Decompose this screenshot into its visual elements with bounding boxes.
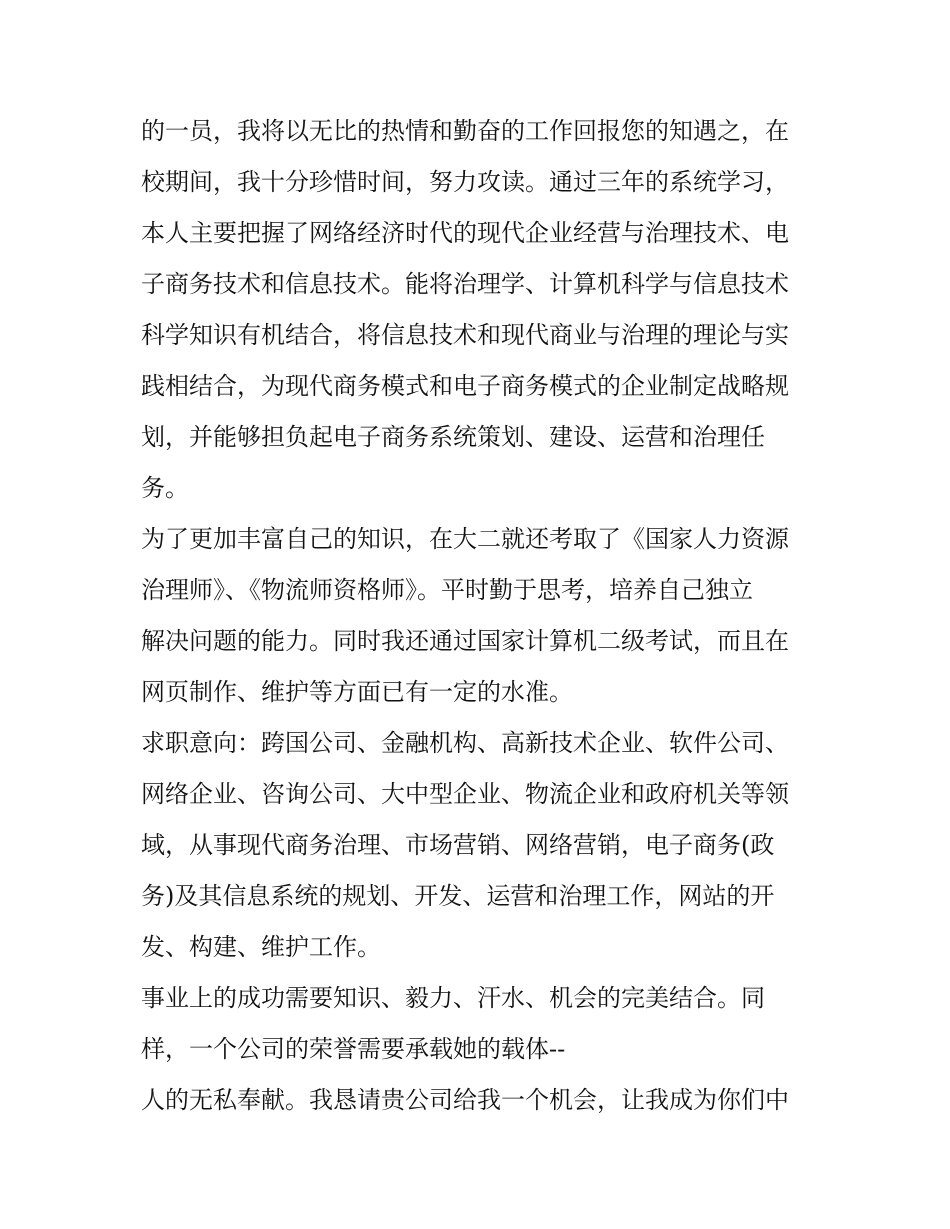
text-line: 网络企业、咨询公司、大中型企业、物流企业和政府机关等领 [141,780,789,808]
text-line: 网页制作、维护等方面已有一定的水准。 [141,678,573,706]
text-line: 域，从事现代商务治理、市场营销、网络营销，电子商务(政 [141,831,775,859]
text-line: 科学知识有机结合，将信息技术和现代商业与治理的理论与实 [141,321,789,349]
text-line: 的一员，我将以无比的热情和勤奋的工作回报您的知遇之，在 [141,117,789,145]
text-line: 本人主要把握了网络经济时代的现代企业经营与治理技术、电 [141,219,789,247]
text-line: 务)及其信息系统的规划、开发、运营和治理工作，网站的开 [141,882,775,910]
document-body [141,106,813,1126]
text-line: 样，一个公司的荣誉需要承载她的载体-- [141,1035,566,1063]
text-line: 务。 [141,474,189,502]
text-line: 人的无私奉献。我恳请贵公司给我一个机会，让我成为你们中 [141,1086,789,1114]
text-line: 治理师》、《物流师资格师》。平时勤于思考，培养自己独立 [141,576,753,604]
text-line: 为了更加丰富自己的知识，在大二就还考取了《国家人力资源 [141,525,789,553]
text-line: 校期间，我十分珍惜时间，努力攻读。通过三年的系统学习， [141,168,789,196]
text-line: 划，并能够担负起电子商务系统策划、建设、运营和治理任 [141,423,765,451]
text-line: 践相结合，为现代商务模式和电子商务模式的企业制定战略规 [141,372,789,400]
text-line: 发、构建、维护工作。 [141,933,381,961]
text-line: 解决问题的能力。同时我还通过国家计算机二级考试，而且在 [141,627,789,655]
text-line: 事业上的成功需要知识、毅力、汗水、机会的完美结合。同 [141,984,765,1012]
text-line: 子商务技术和信息技术。能将治理学、计算机科学与信息技术 [141,270,789,298]
text-line: 求职意向：跨国公司、金融机构、高新技术企业、软件公司、 [141,729,789,757]
